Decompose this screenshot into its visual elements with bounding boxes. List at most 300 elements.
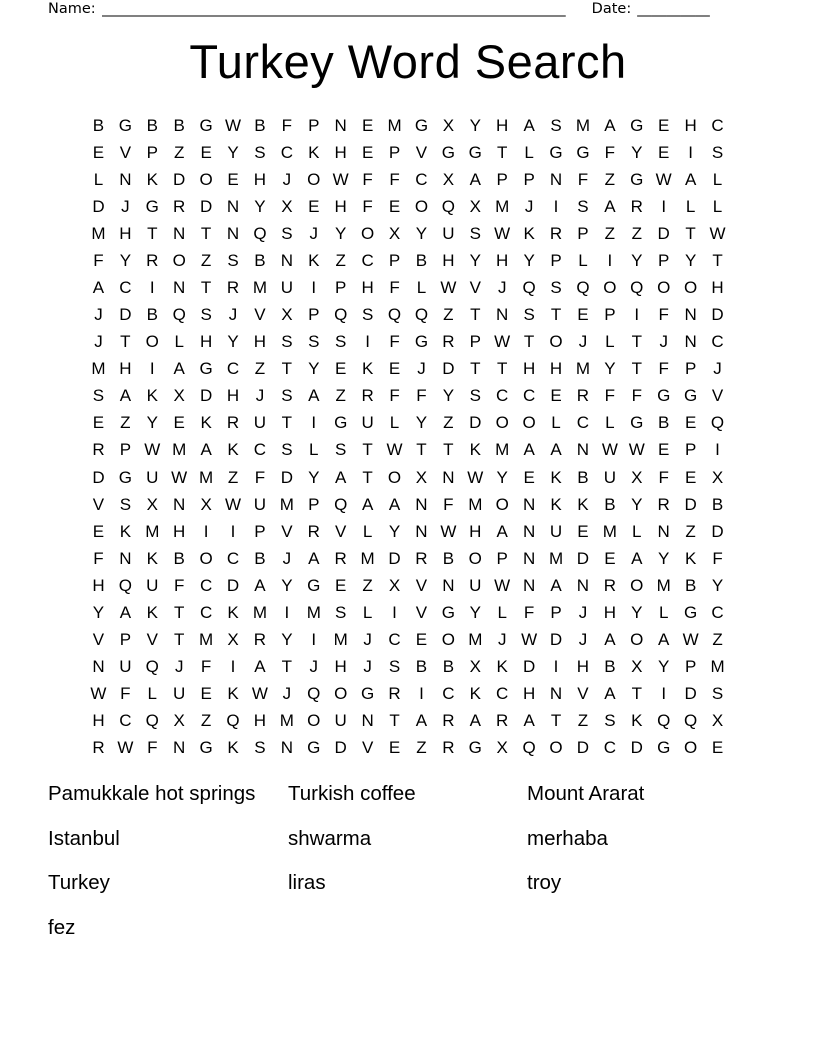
grid-letter: Z <box>443 413 454 433</box>
grid-letter: C <box>711 115 724 135</box>
grid-letter: P <box>119 630 132 650</box>
grid-letter: R <box>415 548 428 568</box>
grid-letter: P <box>684 657 697 677</box>
grid-letter: Y <box>119 250 132 270</box>
grid-letter: X <box>711 467 724 487</box>
grid-letter: T <box>550 711 562 731</box>
grid-letter: X <box>388 223 401 243</box>
grid-letter: K <box>550 494 562 514</box>
grid-letter: T <box>523 332 535 352</box>
grid-letter: H <box>253 332 267 352</box>
grid-letter: O <box>684 278 698 297</box>
grid-letter: P <box>335 278 347 297</box>
grid-letter: Q <box>657 711 671 731</box>
grid-letter: I <box>392 602 397 622</box>
grid-letter: Y <box>335 223 347 243</box>
grid-letter: N <box>415 521 428 541</box>
grid-letter: H <box>334 142 347 162</box>
grid-letter: R <box>603 575 616 595</box>
grid-letter: T <box>416 440 427 460</box>
grid-letter: V <box>361 738 374 758</box>
grid-letter: A <box>469 711 481 731</box>
grid-letter: Q <box>307 684 321 704</box>
grid-letter: C <box>199 575 213 595</box>
grid-letter: E <box>550 386 562 406</box>
grid-letter: F <box>389 386 400 406</box>
grid-letter: X <box>388 575 401 595</box>
grid-letter: A <box>254 657 266 677</box>
grid-letter: G <box>199 115 213 135</box>
grid-letter: N <box>226 223 240 243</box>
grid-letter: R <box>442 332 455 352</box>
grid-letter: X <box>200 494 212 514</box>
grid-letter: Z <box>200 711 212 731</box>
grid-letter: Y <box>281 575 293 595</box>
grid-letter: L <box>712 196 723 216</box>
grid-letter: N <box>522 494 536 514</box>
grid-letter: N <box>684 332 697 352</box>
grid-letter: F <box>93 250 104 270</box>
word-list-column <box>48 772 288 950</box>
grid-letter: S <box>469 386 481 406</box>
grid-letter: H <box>522 684 536 704</box>
grid-letter: Y <box>442 386 455 406</box>
grid-letter: D <box>119 305 132 325</box>
grid-letter: C <box>522 386 536 406</box>
grid-letter: N <box>119 169 132 189</box>
grid-letter: L <box>174 332 184 352</box>
grid-letter: Y <box>469 115 481 135</box>
grid-letter: Y <box>415 413 428 433</box>
grid-letter: C <box>442 684 455 704</box>
grid-letter: S <box>254 738 266 758</box>
grid-letter: L <box>605 332 615 352</box>
grid-letter: M <box>548 548 564 568</box>
grid-letter: V <box>711 386 724 406</box>
grid-letter: I <box>311 278 317 297</box>
grid-letter: Q <box>334 305 348 325</box>
grid-letter: K <box>361 359 374 379</box>
grid-letter: E <box>92 521 105 541</box>
grid-letter: N <box>496 305 509 325</box>
grid-letter: E <box>388 359 401 379</box>
grid-letter: S <box>711 684 724 704</box>
grid-letter: M <box>333 630 348 650</box>
grid-letter: D <box>576 548 590 568</box>
grid-letter: P <box>308 305 320 325</box>
grid-letter: A <box>200 440 212 460</box>
grid-letter: M <box>710 657 725 677</box>
grid-letter: J <box>713 359 722 379</box>
grid-letter: H <box>199 332 213 352</box>
grid-letter: W <box>655 169 672 189</box>
grid-letter: U <box>253 413 267 433</box>
grid-letter: Q <box>576 278 590 297</box>
grid-letter: X <box>711 711 724 731</box>
grid-letter: I <box>365 332 370 352</box>
grid-letter: I <box>149 359 155 379</box>
grid-letter: B <box>604 494 616 514</box>
grid-letter: Q <box>145 711 159 731</box>
grid-letter: K <box>146 548 158 568</box>
grid-letter: F <box>658 305 669 325</box>
grid-letter: R <box>442 738 455 758</box>
grid-letter: G <box>441 142 455 162</box>
grid-letter: H <box>173 521 186 541</box>
grid-letter: D <box>576 738 590 758</box>
header-row <box>48 1 776 17</box>
grid-letter: M <box>495 196 510 216</box>
grid-letter: H <box>334 196 347 216</box>
grid-letter: E <box>92 413 105 433</box>
grid-letter: Y <box>469 250 481 270</box>
grid-letter: Z <box>174 142 185 162</box>
grid-letter: F <box>254 467 266 487</box>
grid-letter: E <box>711 738 724 758</box>
grid-letter: Z <box>577 711 589 731</box>
grid-letter: P <box>469 332 481 352</box>
grid-letter: G <box>468 142 482 162</box>
grid-letter: A <box>92 278 105 297</box>
grid-letter: G <box>657 386 671 406</box>
grid-letter: X <box>281 196 293 216</box>
grid-letter: A <box>658 630 670 650</box>
grid-letter: D <box>711 305 724 325</box>
grid-letter: J <box>309 657 319 677</box>
grid-letter: X <box>469 196 481 216</box>
grid-letter: I <box>284 602 290 622</box>
grid-letter: Y <box>254 196 266 216</box>
grid-letter: B <box>442 657 455 677</box>
grid-letter: P <box>146 142 158 162</box>
grid-letter: G <box>441 602 455 622</box>
grid-letter: L <box>685 196 696 216</box>
grid-letter: Y <box>308 467 320 487</box>
grid-letter: Q <box>441 196 455 216</box>
grid-letter: Y <box>631 494 643 514</box>
grid-letter: M <box>279 494 294 514</box>
grid-letter: A <box>604 196 616 216</box>
grid-letter: T <box>550 305 562 325</box>
grid-letter: F <box>604 142 616 162</box>
grid-letter: K <box>550 467 562 487</box>
grid-letter: O <box>199 548 213 568</box>
grid-letter: K <box>469 684 481 704</box>
word-search-grid <box>85 112 731 762</box>
grid-letter: L <box>147 684 158 704</box>
grid-letter: B <box>442 548 455 568</box>
grid-letter: T <box>497 142 508 162</box>
grid-letter: I <box>661 684 667 704</box>
grid-letter: R <box>442 711 455 731</box>
grid-letter: U <box>253 494 267 514</box>
grid-letter: K <box>146 602 158 622</box>
grid-letter: N <box>576 440 590 460</box>
grid-letter: B <box>604 657 616 677</box>
grid-letter: F <box>389 278 400 297</box>
grid-letter: C <box>415 169 428 189</box>
grid-letter: J <box>94 305 103 325</box>
grid-letter: Z <box>712 630 723 650</box>
grid-letter: J <box>497 278 507 297</box>
grid-letter: D <box>334 738 347 758</box>
grid-letter: F <box>362 196 373 216</box>
grid-letter: R <box>226 413 240 433</box>
grid-letter: P <box>550 250 562 270</box>
grid-letter: Y <box>631 602 643 622</box>
grid-letter: H <box>496 250 509 270</box>
grid-letter: Q <box>684 711 698 731</box>
grid-letter: I <box>203 521 209 541</box>
grid-letter: W <box>225 494 242 514</box>
grid-letter: A <box>496 521 508 541</box>
grid-letter: F <box>389 332 400 352</box>
grid-letter: C <box>119 278 132 297</box>
grid-letter: T <box>281 657 293 677</box>
grid-letter: I <box>553 657 559 677</box>
grid-letter: K <box>577 494 589 514</box>
grid-letter: G <box>307 738 321 758</box>
grid-letter: O <box>387 467 402 487</box>
grid-letter: M <box>252 278 268 297</box>
grid-letter: V <box>281 521 293 541</box>
grid-letter: Y <box>281 630 293 650</box>
date-blank-line: __________ <box>637 1 710 17</box>
grid-letter: R <box>657 494 670 514</box>
grid-letter: N <box>173 223 186 243</box>
grid-letter: N <box>280 250 293 270</box>
grid-letter: I <box>661 196 667 216</box>
grid-letter: T <box>712 250 723 270</box>
grid-letter: B <box>415 250 428 270</box>
grid-letter: N <box>173 494 186 514</box>
word-list-column <box>527 772 644 950</box>
grid-letter: E <box>658 440 670 460</box>
grid-letter: B <box>146 305 158 325</box>
grid-letter: R <box>630 196 643 216</box>
grid-letter: P <box>496 548 508 568</box>
word-list-column <box>288 772 527 950</box>
name-label: Name: <box>48 1 96 17</box>
grid-letter: G <box>361 684 375 704</box>
grid-letter: E <box>388 738 401 758</box>
grid-letter: K <box>227 684 239 704</box>
grid-letter: L <box>309 440 319 460</box>
word-list-item: fez <box>48 916 76 940</box>
grid-letter: S <box>227 250 239 270</box>
grid-letter: E <box>604 548 616 568</box>
grid-letter: G <box>684 386 698 406</box>
grid-letter: L <box>605 413 615 433</box>
grid-letter: M <box>656 575 671 595</box>
grid-letter: T <box>174 630 185 650</box>
grid-letter: A <box>469 169 481 189</box>
grid-letter: M <box>387 115 402 135</box>
grid-letter: S <box>281 332 293 352</box>
grid-letter: B <box>92 115 105 135</box>
grid-letter: C <box>496 386 509 406</box>
grid-letter: W <box>90 684 107 704</box>
grid-letter: T <box>281 359 293 379</box>
grid-letter: W <box>467 467 484 487</box>
grid-letter: A <box>361 494 374 514</box>
grid-letter: F <box>389 169 400 189</box>
grid-letter: O <box>172 250 186 270</box>
grid-letter: G <box>414 332 429 352</box>
grid-letter: U <box>146 467 159 487</box>
grid-letter: R <box>361 386 374 406</box>
grid-letter: G <box>630 115 644 135</box>
grid-letter: T <box>470 359 481 379</box>
grid-letter: P <box>658 250 670 270</box>
grid-letter: C <box>280 142 293 162</box>
grid-letter: A <box>415 711 428 731</box>
grid-letter: C <box>711 332 724 352</box>
grid-letter: B <box>254 115 266 135</box>
grid-letter: D <box>522 657 536 677</box>
grid-letter: F <box>631 386 642 406</box>
grid-letter: C <box>603 738 616 758</box>
grid-letter: P <box>604 305 616 325</box>
grid-letter: W <box>332 169 349 189</box>
grid-letter: Y <box>496 467 508 487</box>
grid-letter: L <box>497 602 507 622</box>
grid-letter: Q <box>710 413 725 433</box>
grid-letter: B <box>577 467 589 487</box>
grid-letter: Q <box>253 223 267 243</box>
grid-letter: M <box>468 630 483 650</box>
grid-letter: W <box>225 115 242 135</box>
grid-letter: L <box>362 521 373 541</box>
grid-letter: Q <box>414 305 429 325</box>
grid-letter: D <box>711 521 724 541</box>
grid-letter: I <box>230 521 236 541</box>
grid-letter: T <box>389 711 400 731</box>
date-label: Date: <box>591 1 632 17</box>
grid-letter: L <box>416 278 427 297</box>
grid-letter: B <box>658 413 670 433</box>
grid-letter: H <box>334 657 347 677</box>
grid-letter: M <box>145 521 160 541</box>
grid-letter: T <box>362 440 373 460</box>
grid-letter: W <box>628 440 645 460</box>
grid-letter: B <box>254 250 266 270</box>
grid-letter: F <box>281 115 293 135</box>
grid-letter: I <box>715 440 720 460</box>
word-list-item: Istanbul <box>48 826 120 850</box>
grid-letter: P <box>550 602 562 622</box>
grid-letter: I <box>419 684 424 704</box>
grid-letter: D <box>199 386 213 406</box>
grid-letter: L <box>524 142 534 162</box>
grid-letter: L <box>658 602 669 622</box>
grid-letter: T <box>120 332 131 352</box>
grid-letter: O <box>199 169 213 189</box>
name-blank-line: ________________________________________________________________ <box>101 1 566 17</box>
grid-letter: N <box>226 196 240 216</box>
grid-letter: A <box>604 115 616 135</box>
grid-letter: L <box>93 169 104 189</box>
grid-letter: Y <box>92 602 105 622</box>
grid-letter: D <box>280 467 293 487</box>
grid-letter: Q <box>118 575 132 595</box>
grid-letter: E <box>577 521 589 541</box>
grid-letter: Y <box>658 657 670 677</box>
grid-letter: D <box>657 223 670 243</box>
grid-letter: M <box>575 115 591 135</box>
grid-letter: X <box>173 711 185 731</box>
grid-letter: R <box>173 196 186 216</box>
grid-letter: Z <box>443 305 454 325</box>
grid-letter: E <box>335 359 347 379</box>
grid-letter: H <box>119 223 132 243</box>
grid-letter: A <box>308 548 320 568</box>
grid-letter: I <box>149 278 155 297</box>
grid-letter: K <box>227 738 239 758</box>
grid-letter: S <box>281 223 293 243</box>
grid-letter: T <box>631 359 642 379</box>
grid-letter: O <box>684 738 698 758</box>
grid-letter: H <box>469 521 482 541</box>
grid-letter: B <box>146 115 158 135</box>
grid-letter: U <box>361 413 374 433</box>
grid-letter: E <box>684 467 697 487</box>
grid-letter: R <box>334 548 347 568</box>
grid-letter: J <box>417 359 426 379</box>
grid-letter: G <box>630 413 644 433</box>
grid-letter: S <box>469 223 481 243</box>
grid-letter: O <box>495 413 509 433</box>
grid-letter: N <box>522 521 536 541</box>
grid-letter: Z <box>362 575 373 595</box>
word-list-item: Mount Ararat <box>527 782 645 806</box>
grid-letter: W <box>709 223 726 243</box>
grid-letter: F <box>443 494 454 514</box>
grid-letter: K <box>523 223 535 243</box>
grid-letter: T <box>200 223 212 243</box>
grid-letter: S <box>281 386 293 406</box>
grid-letter: Z <box>227 467 239 487</box>
grid-letter: F <box>147 738 158 758</box>
grid-letter: F <box>416 386 427 406</box>
grid-letter: C <box>711 602 724 622</box>
grid-letter: R <box>253 630 267 650</box>
grid-letter: T <box>685 223 696 243</box>
grid-letter: N <box>576 575 590 595</box>
grid-letter: G <box>199 359 213 379</box>
grid-letter: K <box>227 440 239 460</box>
grid-letter: J <box>282 548 292 568</box>
grid-letter: N <box>334 115 347 135</box>
grid-letter: N <box>684 305 697 325</box>
grid-letter: M <box>602 521 617 541</box>
grid-letter: J <box>121 196 130 216</box>
grid-letter: Q <box>522 278 536 297</box>
grid-letter: W <box>521 630 538 650</box>
grid-letter: X <box>442 115 455 135</box>
grid-letter: C <box>226 548 240 568</box>
grid-letter: H <box>442 250 455 270</box>
grid-letter: Y <box>631 250 643 270</box>
grid-letter: Z <box>416 738 427 758</box>
word-list-item: shwarma <box>288 826 372 850</box>
grid-letter: K <box>684 548 697 568</box>
grid-letter: A <box>119 386 132 406</box>
grid-letter: S <box>308 332 320 352</box>
grid-letter: G <box>630 169 644 189</box>
grid-letter: Z <box>335 250 346 270</box>
grid-letter: R <box>496 711 509 731</box>
